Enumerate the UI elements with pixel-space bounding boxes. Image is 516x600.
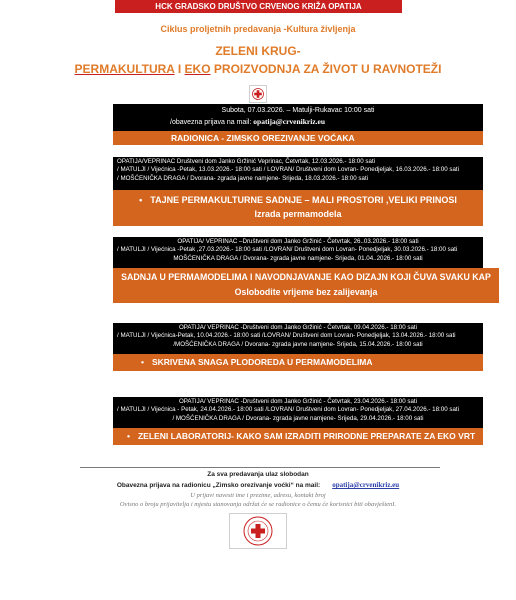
bullet-icon: • bbox=[141, 357, 144, 367]
lecture4-schedule bbox=[113, 397, 483, 428]
bullet-icon: • bbox=[139, 195, 143, 205]
lecture4-line2: / MATULJI / Vijećnica - Petak, 24.04.2026.- 18:00 sati /LOVRAN/ Društveni dom Lovran- Ponedjeljak, 27.04.2026.- 18:00 sati bbox=[117, 406, 459, 414]
main-title-line2 bbox=[0, 62, 516, 76]
title-word-permakultura: PERMAKULTURA bbox=[74, 62, 175, 76]
lecture3-title: SKRIVENA SNAGA PLODOREDA U PERMAMODELIMA bbox=[151, 357, 373, 367]
lecture1-line1: OPATIJA/VEPRINAC Društveni dom Janko Gržinić Veprinac, Četvrtak, 12.03.2026.- 18:00 sati bbox=[117, 158, 376, 165]
workshop-title-banner: RADIONICA - ZIMSKO OREZIVANJE VOĆAKA bbox=[113, 131, 483, 145]
workshop-registration bbox=[117, 116, 479, 129]
workshop-email-link[interactable]: opatija@crvenikriz.eu bbox=[253, 117, 326, 126]
lecture4-line3: / MOŠĆENIČKA DRAGA / Dvorana- zgrada javne namjene- Srijeda, 29.04.2026.- 18:00 sati bbox=[172, 414, 424, 422]
footer-registration bbox=[0, 481, 516, 489]
lecture2-line2: / MATULJI / Vijećnica -Petak ,27.03.2026.- 18:00 sati /LOVRAN/ Društveni dom Lovran- Ponedjeljak, 30.03.2026.- 18:00 sati bbox=[117, 246, 458, 254]
lecture2-title: SADNJA U PERMAMODELIMA I NAVODNJAVANJE KAO DIZAJN KOJI ČUVA SVAKU KAP bbox=[121, 272, 491, 282]
red-cross-symbol-icon bbox=[252, 88, 264, 100]
bullet-icon: • bbox=[127, 431, 130, 441]
lecture3-schedule bbox=[113, 323, 483, 354]
lecture3-line1: OPATIJA/ VEPRINAC -Društveni dom Janko Gržinić - Četvrtak, 09.04.2026.- 18:00 sati bbox=[178, 324, 418, 331]
lecture2-schedule bbox=[113, 237, 483, 268]
lecture3-line3: /MOŠĆENIČKA DRAGA / Dvorana- zgrada javne namjene- Srijeda, 15.04.2026.- 18:00 sati bbox=[173, 340, 423, 348]
lecture1-title bbox=[113, 193, 483, 207]
footer-registration-text: Obavezna prijava na radionicu „Zimsko orezivanje voćki“ na mail: bbox=[116, 482, 321, 489]
lecture2-subtitle: Oslobodite vrijeme bez zalijevanja bbox=[234, 287, 378, 297]
title-word-i: I bbox=[174, 62, 185, 76]
main-title-line1: ZELENI KRUG- bbox=[215, 44, 301, 58]
lecture4-title-banner bbox=[113, 428, 483, 445]
lecture1-schedule bbox=[113, 157, 483, 190]
red-cross-seal-icon bbox=[243, 516, 273, 546]
series-title: Ciklus proljetnih predavanja -Kultura življenja bbox=[160, 24, 356, 34]
lecture1-line2: / MATULJI / Vijećnica -Petak, 13.03.2026.- 18:00 sati / LOVRAN/ Društveni dom Lovran- Ponedjeljak, 16.03.2026.- 18:00 sati bbox=[117, 166, 459, 174]
lecture2-line1: OPATIJA/ VEPRINAC –Društveni dom Janko Gržinić - Četvrtak, 26..03.2026.- 18:00 sati bbox=[177, 238, 419, 245]
lecture1-title-banner bbox=[113, 190, 483, 226]
lecture3-line2: / MATULJI / Vijećnica-Petak, 10.04.2026.- 18:00 sati /LOVRAN/ Društveni dom Lovran- Ponedjeljak, 13.04.2026.- 18:00 sati bbox=[117, 332, 456, 340]
lecture1-subtitle: Izrada permamodela bbox=[254, 209, 342, 219]
footer-instructions: U prijavi navesti ime i prezime, adresu, kontakt broj bbox=[190, 492, 326, 499]
workshop-info-block bbox=[113, 104, 483, 131]
workshop-date: Subota, 07.03.2026. – Matulji-Rukavac 10:00 sati bbox=[221, 107, 375, 114]
lecture4-title: ZELENI LABORATORIJ- KAKO SAM IZRADITI PRIRODNE PREPARATE ZA EKO VRT bbox=[137, 431, 476, 441]
workshop-registration-text: /obavezna prijava na mail: bbox=[170, 119, 254, 126]
red-cross-logo-icon bbox=[249, 85, 267, 103]
lecture2-title-banner bbox=[113, 268, 499, 303]
red-cross-emblem-icon bbox=[229, 513, 287, 549]
lecture3-title-banner bbox=[113, 354, 483, 371]
organization-header: HCK GRADSKO DRUŠTVO CRVENOG KRIŽA OPATIJA bbox=[115, 0, 402, 13]
lecture4-line1: OPATIJA/ VEPRINAC -Društveni dom Janko Gržinić - Četvrtak, 23.04.2026.- 18:00 sati bbox=[178, 398, 418, 405]
footer-email-link[interactable]: opatija@crvenikriz.eu bbox=[332, 481, 400, 489]
lecture2-line3: MOŠĆENIČKA DRAGA / Dvorana- zgrada javne namjene- Srijeda, 01.04..2026.- 18:00 sati bbox=[173, 254, 423, 262]
footer-free-entry: Za sva predavanja ulaz slobodan bbox=[207, 471, 309, 478]
title-word-eko: EKO bbox=[184, 62, 211, 76]
title-rest: PROIZVODNJA ZA ŽIVOT U RAVNOTEŽI bbox=[210, 62, 442, 76]
lecture1-line3: / MOŠĆENIČKA DRAGA / Dvorana- zgrada javne namjene- Srijeda, 18.03.2026.- 18:00 sati bbox=[117, 174, 369, 182]
footer-divider bbox=[80, 467, 440, 468]
lecture1-title-text: TAJNE PERMAKULTURNE SADNJE – MALI PROSTORI ,VELIKI PRINOSI bbox=[150, 195, 457, 205]
footer-note: Ovisno o broju prijavitelja i mjestu stanovanja održat će se radionice o čemu će korisnici biti obavještenI. bbox=[119, 501, 397, 508]
